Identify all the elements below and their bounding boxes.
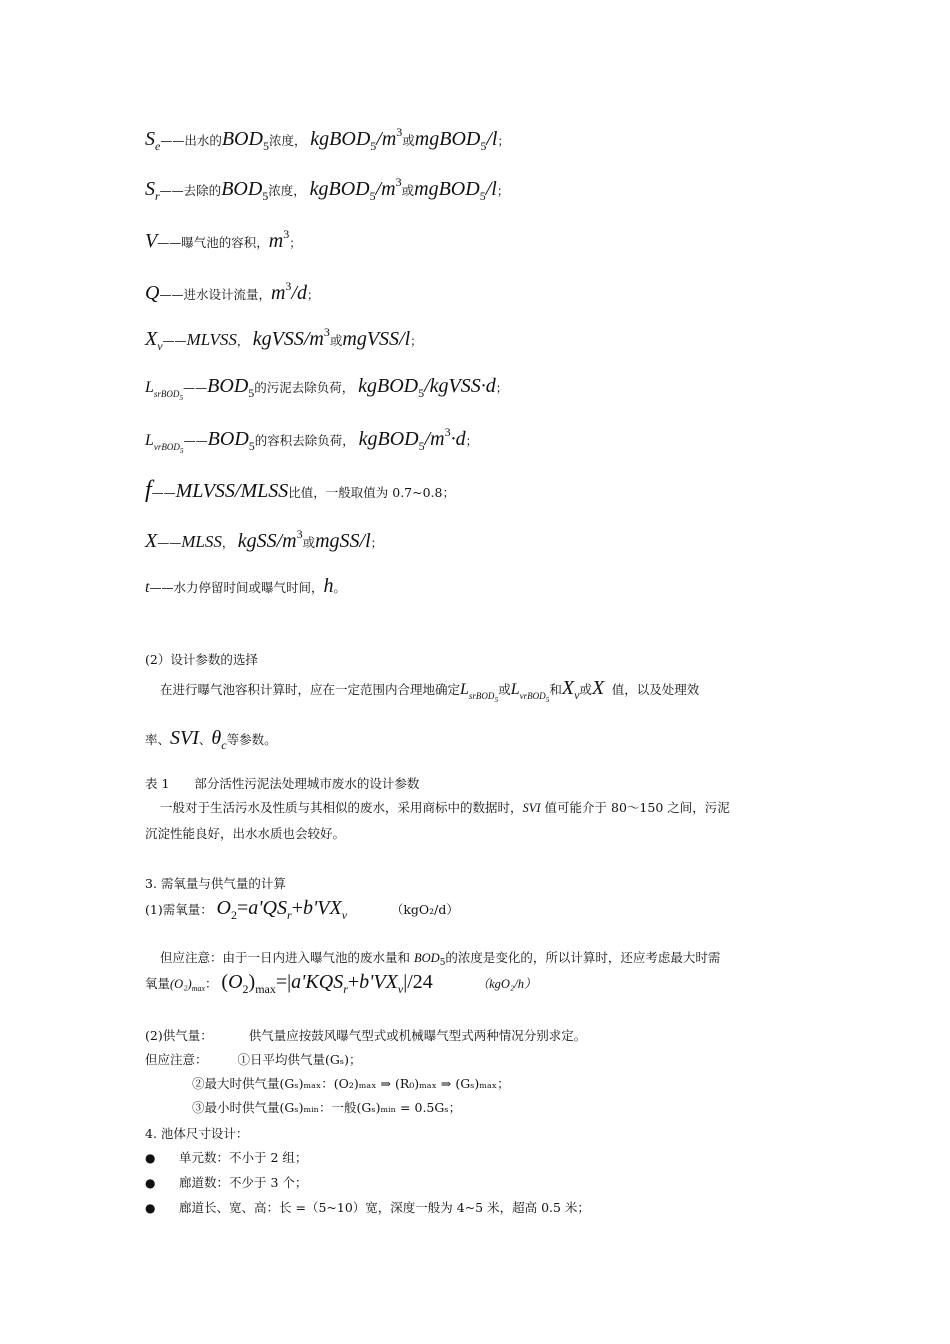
air-supply-item-2: ②最大时供气量(Gₛ)ₘₐₓ：(O₂)ₘₐₓ ⇒ (R₀)ₘₐₓ ⇒ (Gₛ)ₘₐₓ； [192, 1076, 510, 1091]
def-se: Se——出水的BOD5浓度， kgBOD5/m3或mgBOD5/l； [145, 125, 510, 153]
air-supply-line: (2)供气量： 供气量应按鼓风曝气型式或机械曝气型式两种情况分别求定。 [145, 1028, 587, 1043]
def-xv: Xv——MLVSS， kgVSS/m3或mgVSS/l； [145, 325, 423, 353]
def-v: V——曝气池的容积，m3； [145, 227, 302, 252]
section-2-para-line1: 在进行曝气池容积计算时，应在一定范围内合理地确定$L_{srBOD_5}$或$L_{vrBOD_5}$和Xv或X 值，以及处理效 [160, 677, 700, 704]
list-item: ● 廊道数：不少于 3 个； [145, 1175, 308, 1190]
section-2-heading: (2）设计参数的选择 [145, 652, 258, 667]
def-sr: Sr——去除的BOD5浓度， kgBOD5/m3或mgBOD5/l； [145, 175, 509, 203]
def-f: f——MLVSS/MLSS比值，一般取值为 0.7~0.8； [145, 477, 455, 503]
section-4-heading: 4. 池体尺寸设计： [145, 1126, 249, 1141]
air-supply-item-3: ③最小时供气量(Gₛ)ₘᵢₙ：一般(Gₛ)ₘᵢₙ = 0.5Gₛ； [192, 1100, 462, 1115]
def-lvr: $L_{vrBOD_5}——BOD5$的容积去除负荷， kgBOD5/m3·d； [145, 425, 478, 455]
bullet-icon: ● [145, 1151, 156, 1165]
table-1-caption: 表 1 部分活性污泥法处理城市废水的设计参数 [145, 776, 420, 791]
air-supply-note: 但应注意： ①日平均供气量(Gₛ)； [145, 1052, 362, 1067]
list-item: ● 单元数：不小于 2 组； [145, 1150, 308, 1165]
oxygen-note-line1: 但应注意：由于一日内进入曝气池的废水量和 $BOD_5$的浓度是变化的，所以计算时，还应考虑最大时需 [160, 950, 721, 968]
oxygen-demand-formula: (1)需氧量： O2=a'QSr+b'VXv （kgO₂/d） [145, 897, 459, 922]
table-1-text-line2: 沉淀性能良好，出水水质也会较好。 [145, 826, 346, 841]
bullet-icon: ● [145, 1176, 156, 1190]
def-lsr: $L_{srBOD_5}——BOD5$的污泥去除负荷， kgBOD5/kgVSS·d； [145, 375, 508, 402]
section-3-heading: 3. 需氧量与供气量的计算 [145, 876, 286, 891]
section-2-para-line2: 率、SVI、θc等参数。 [145, 727, 277, 752]
list-item: ● 廊道长、宽、高：长 =（5~10）宽，深度一般为 4~5 米，超高 0.5 米； [145, 1200, 590, 1215]
oxygen-max-formula: 氧量$(O_2)_{max}$： (O2)max=|a'KQSr+b'VXv|/24 （kgO₂/h） [145, 971, 537, 996]
def-q: Q——进水设计流量，m3/d； [145, 279, 319, 304]
def-t: t——水力停留时间或曝气时间，h。 [145, 575, 346, 597]
def-x: X——MLSS， kgSS/m3或mgSS/l； [145, 527, 383, 552]
table-1-text-line1: 一般对于生活污水及性质与其相似的废水，采用商标中的数据时，SVI 值可能介于 80～150 之间，污泥 [160, 800, 730, 815]
bullet-icon: ● [145, 1201, 156, 1215]
